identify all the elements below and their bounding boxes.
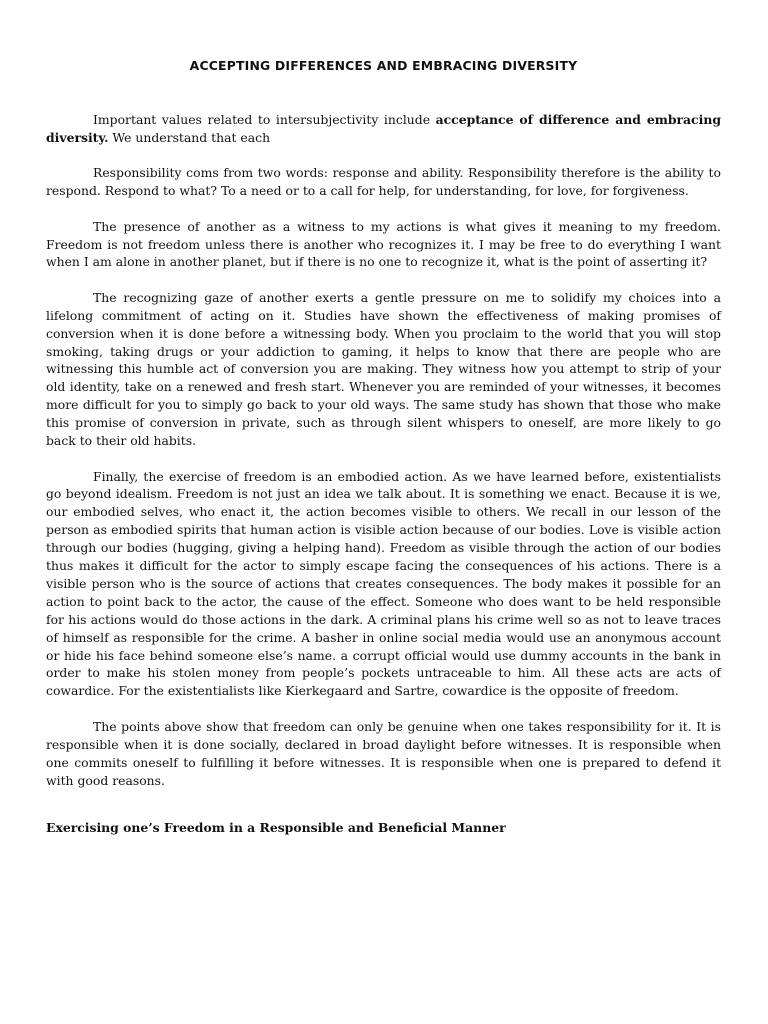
intro-text-end: We understand that each (108, 129, 271, 145)
document-page (46, 58, 721, 835)
intro-bold-phrase: acceptance of difference and embracing diversity. (46, 112, 721, 145)
paragraph-witness: The presence of another as a witness to my actions is what gives it meaning to my freedom. Freedom is not freedom unless there is another who recognizes it. I may be free to do everything I want when I am alone in another planet, but if there is no one to recognize it, what is the point of asserting it? (46, 218, 721, 270)
paragraph-responsibility: Responsibility coms from two words: response and ability. Responsibility therefore is the ability to respond. Respond to what? To a need or to a call for help, for understanding, for love, for forgiveness. (46, 165, 721, 199)
section-subheading: Exercising one’s Freedom in a Responsible and Beneficial Manner (46, 820, 506, 836)
document-title: ACCEPTING DIFFERENCES AND EMBRACING DIVERSITY (189, 58, 578, 73)
paragraph-conclusion: The points above show that freedom can only be genuine when one takes responsibility for it. It is responsible when it is done socially, declared in broad daylight before witnesses. It is responsible when one commits oneself to fulfilling it before witnesses. It is responsible when one is prepared to defend it with good reasons. (46, 718, 721, 788)
intro-paragraph (46, 111, 721, 147)
paragraph-recognizing-gaze: The recognizing gaze of another exerts a gentle pressure on me to solidify my choices into a lifelong commitment of acting on it. Studies have shown the effectiveness of making promises of conversion when it is done before a witnessing body. When you proclaim to the world that you will stop smoking, taking drugs or your addiction to gaming, it helps to know that there are people who are witnessing this humble act of conversion you are making. They witness how you attempt to strip of your old identity, take on a renewed and fresh start. Whenever you are reminded of your witnesses, it becomes more difficult for you to simply go back to your old ways. The same study has shown that those who make this promise of conversion in private, such as through silent whispers to oneself, are more likely to go back to their old habits. (46, 289, 721, 449)
paragraph-embodied-action: Finally, the exercise of freedom is an embodied action. As we have learned before, existentialists go beyond idealism. Freedom is not just an idea we talk about. It is something we enact. Because it is we, our embodied selves, who enact it, the action becomes visible to others. We recall in our lesson of the person as embodied spirits that human action is visible action because of our bodies. Love is visible action through our bodies (hugging, giving a helping hand). Freedom as visible through the action of our bodies thus makes it difficult for the actor to simply escape facing the consequences of his actions. There is a visible person who is the source of actions that creates consequences. The body makes it possible for an action to point back to the actor, the cause of the effect. Someone who does want to be held responsible for his actions would do those actions in the dark. A criminal plans his crime well so as not to leave traces of himself as responsible for the crime. A basher in online social media would use an anonymous account or hide his face behind someone else’s name. a corrupt official would use dummy accounts in the bank in order to make his stolen money from people’s pockets untraceable to him. All these acts are acts of cowardice. For the existentialists like Kierkegaard and Sartre, cowardice is the opposite of freedom. (46, 468, 721, 699)
intro-text-start: Important values related to intersubjectivity include (93, 112, 436, 127)
